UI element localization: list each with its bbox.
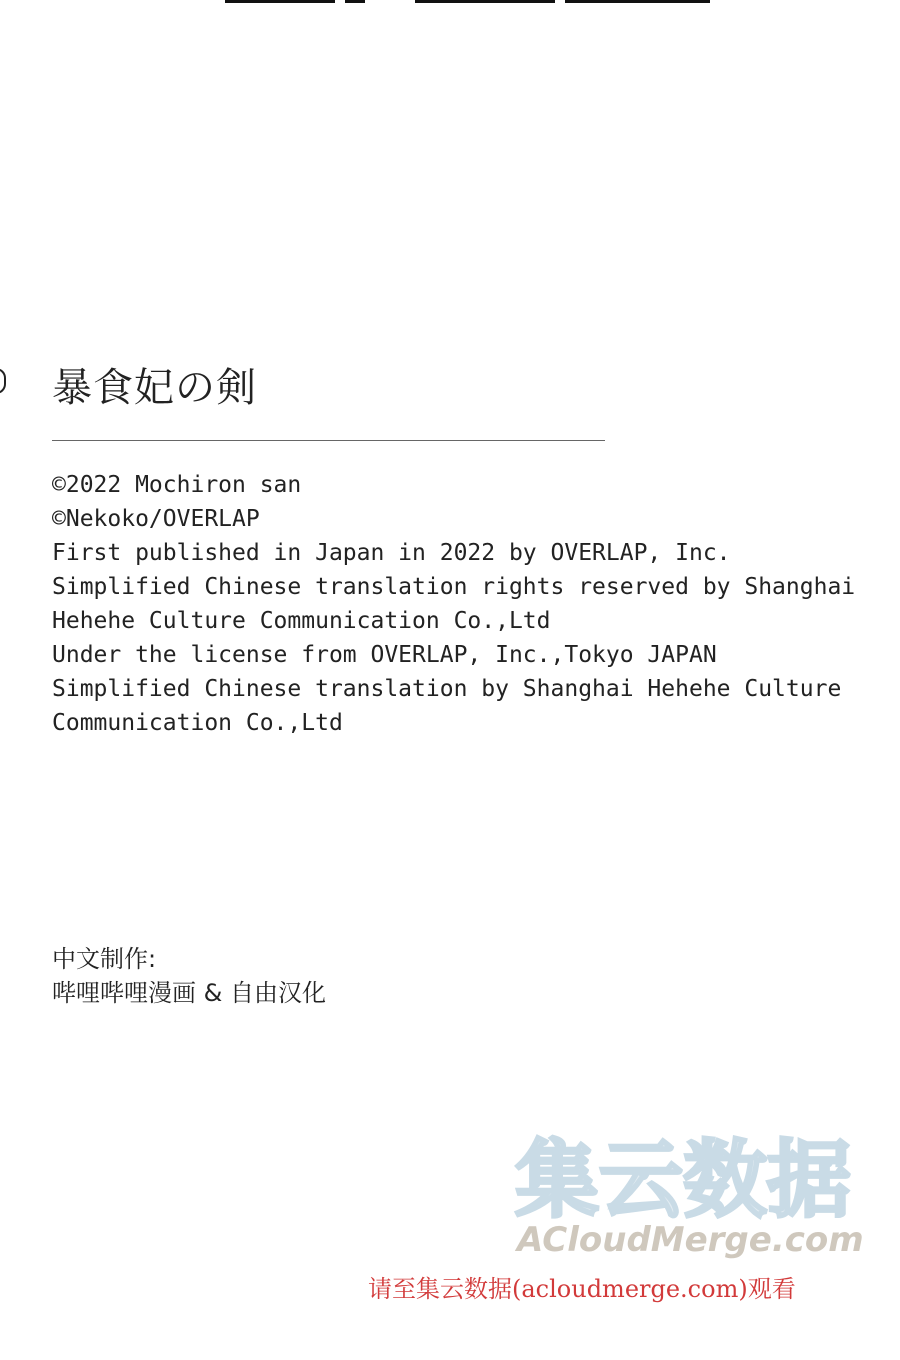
cropped-top-artwork: [225, 0, 710, 4]
book-title: 暴食妃の剣: [52, 365, 257, 411]
copyright-line: Simplified Chinese translation by Shanghai Hehehe Culture: [52, 676, 842, 702]
copyright-line: Simplified Chinese translation rights reserved by Shanghai: [52, 574, 856, 600]
viewing-notice: 请至集云数据(acloudmerge.com)观看: [368, 1275, 796, 1303]
translation-credits: [52, 942, 326, 1010]
copyright-line: Communication Co.,Ltd: [52, 710, 343, 736]
watermark-chinese: 集云数据: [515, 1131, 852, 1229]
page-edge-mark: [0, 368, 6, 394]
copyright-block: [52, 468, 892, 740]
watermark-logo: [515, 1132, 895, 1267]
copyright-line: ©Nekoko/OVERLAP: [52, 506, 260, 532]
title-divider: [52, 440, 605, 441]
credits-label: 中文制作:: [52, 945, 157, 973]
copyright-line: Hehehe Culture Communication Co.,Ltd: [52, 608, 551, 634]
watermark-english: ACloudMerge.com: [517, 1220, 864, 1260]
credits-groups: 哔哩哔哩漫画 & 自由汉化: [52, 979, 326, 1007]
copyright-line: ©2022 Mochiron san: [52, 472, 302, 498]
copyright-line: Under the license from OVERLAP, Inc.,Tokyo JAPAN: [52, 642, 717, 668]
copyright-line: First published in Japan in 2022 by OVERLAP, Inc.: [52, 540, 731, 566]
